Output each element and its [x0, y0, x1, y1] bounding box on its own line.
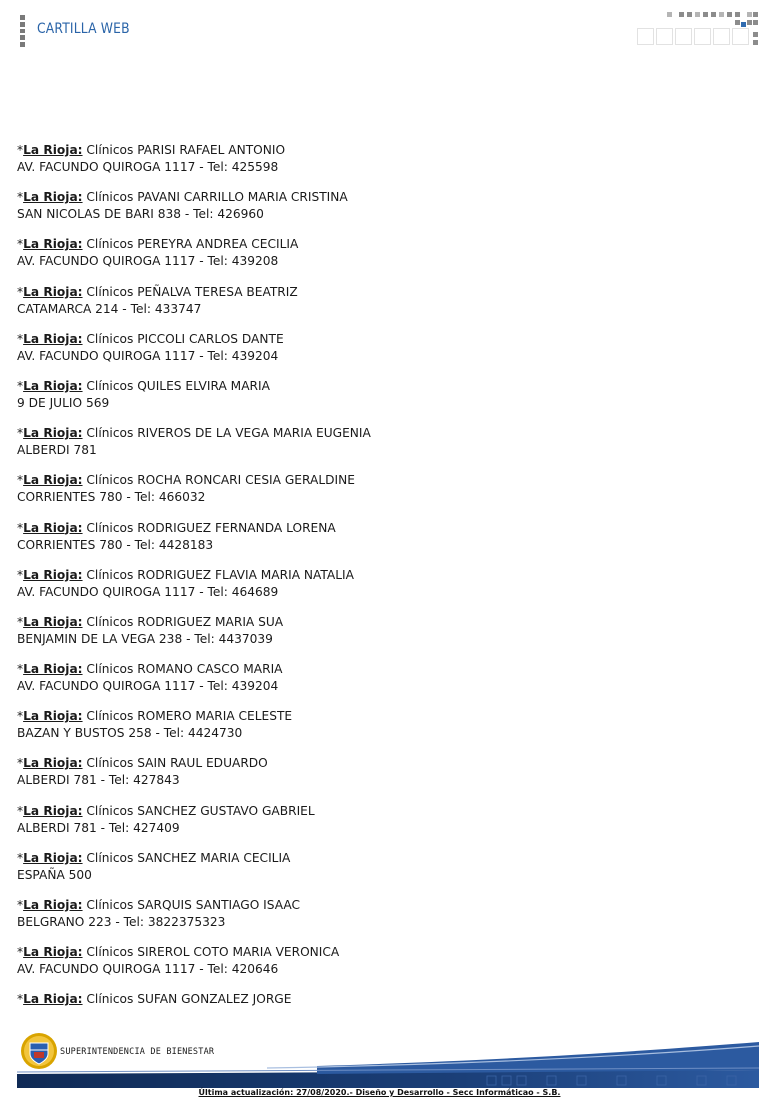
entry-specialty: Clínicos: [86, 756, 134, 771]
entry-specialty: Clínicos: [86, 898, 134, 912]
entry-specialty: Clínicos: [86, 143, 134, 157]
entry-address: CORRIENTES 780 - Tel: 4428183: [17, 537, 214, 552]
entry-heading: [17, 425, 737, 442]
entry-prefix: *: [17, 473, 24, 488]
entry-address: CATAMARCA 214 - Tel: 433747: [17, 301, 202, 316]
entry-name: ROCHA RONCARI CESIA GERALDINE: [137, 473, 355, 488]
list-item: [17, 284, 737, 331]
entry-name: ROMERO MARIA CELESTE: [137, 709, 293, 724]
entry-specialty: Clínicos: [86, 190, 134, 205]
list-item: [17, 897, 737, 944]
list-item: [17, 755, 737, 802]
footer-band: [17, 1030, 759, 1088]
entry-name: SARQUIS SANTIAGO ISAAC: [137, 898, 301, 912]
entry-address: SAN NICOLAS DE BARI 838 - Tel: 426960: [17, 207, 264, 222]
entry-heading: [17, 378, 737, 395]
entry-heading: [17, 991, 737, 1008]
entry-name: QUILES ELVIRA MARIA: [137, 378, 270, 393]
entry-specialty: Clínicos: [86, 378, 134, 393]
entry-heading: [17, 472, 737, 489]
list-item: [17, 661, 737, 708]
list-item: [17, 425, 737, 472]
entry-prefix: *: [17, 898, 24, 912]
entry-specialty: Clínicos: [86, 567, 134, 582]
entry-prefix: *: [17, 709, 24, 724]
entry-name: SANCHEZ GUSTAVO GABRIEL: [137, 803, 315, 818]
entry-address: BAZAN Y BUSTOS 258 - Tel: 4424730: [17, 726, 243, 741]
entry-prefix: *: [17, 803, 24, 818]
entry-name: PARISI RAFAEL ANTONIO: [137, 143, 286, 157]
entry-place: La Rioja:: [23, 520, 83, 535]
entry-specialty: Clínicos: [86, 803, 134, 818]
entry-name: SANCHEZ MARIA CECILIA: [137, 850, 291, 865]
entry-heading: [17, 331, 737, 348]
list-item: [17, 378, 737, 425]
entry-heading: [17, 614, 737, 631]
entry-prefix: *: [17, 614, 24, 629]
entry-address: CORRIENTES 780 - Tel: 466032: [17, 490, 206, 505]
entry-name: ROMANO CASCO MARIA: [137, 662, 283, 677]
entry-prefix: *: [17, 190, 24, 205]
entry-address: AV. FACUNDO QUIROGA 1117 - Tel: 439204: [17, 348, 279, 363]
list-item: [17, 520, 737, 567]
entry-address: ALBERDI 781: [17, 443, 97, 458]
list-item: [17, 472, 737, 519]
entry-prefix: *: [17, 426, 24, 441]
entry-place: La Rioja:: [23, 850, 83, 865]
entry-place: La Rioja:: [23, 898, 83, 912]
list-item: [17, 142, 737, 189]
entry-address: AV. FACUNDO QUIROGA 1117 - Tel: 420646: [17, 962, 279, 977]
entry-name: RIVEROS DE LA VEGA MARIA EUGENIA: [137, 426, 371, 441]
entry-name: PAVANI CARRILLO MARIA CRISTINA: [137, 190, 348, 205]
entry-specialty: Clínicos: [86, 662, 134, 677]
entry-specialty: Clínicos: [86, 520, 134, 535]
entry-specialty: Clínicos: [86, 284, 134, 299]
entry-place: La Rioja:: [23, 426, 83, 441]
entry-heading: [17, 567, 737, 584]
entry-name: PEREYRA ANDREA CECILIA: [137, 237, 299, 252]
entry-address: ALBERDI 781 - Tel: 427409: [17, 820, 180, 835]
footer-credit: Última actualización: 27/08/2020.- Diseño y Desarrollo - Secc Informáticao - S.B.: [198, 1088, 561, 1097]
entry-name: PICCOLI CARLOS DANTE: [137, 331, 284, 346]
entry-address: AV. FACUNDO QUIROGA 1117 - Tel: 425598: [17, 160, 279, 174]
entry-place: La Rioja:: [23, 662, 83, 677]
provider-list: [17, 142, 737, 1039]
list-item: [17, 189, 737, 236]
entry-prefix: *: [17, 237, 24, 252]
entry-name: RODRIGUEZ FERNANDA LORENA: [137, 520, 336, 535]
entry-heading: [17, 661, 737, 678]
entry-heading: [17, 520, 737, 537]
entry-heading: [17, 944, 737, 961]
entry-name: SAIN RAUL EDUARDO: [137, 756, 268, 771]
list-item: [17, 331, 737, 378]
list-item: [17, 803, 737, 850]
entry-heading: [17, 897, 737, 914]
list-item: [17, 708, 737, 755]
entry-prefix: *: [17, 945, 24, 960]
list-item: [17, 236, 737, 283]
entry-place: La Rioja:: [23, 945, 83, 960]
entry-heading: [17, 850, 737, 867]
entry-heading: [17, 708, 737, 725]
shield-emblem-icon: [20, 1032, 58, 1070]
entry-prefix: *: [17, 850, 24, 865]
entry-place: La Rioja:: [23, 756, 83, 771]
entry-place: La Rioja:: [23, 190, 83, 205]
entry-prefix: *: [17, 143, 24, 157]
entry-place: La Rioja:: [23, 473, 83, 488]
list-item: [17, 850, 737, 897]
entry-name: SIREROL COTO MARIA VERONICA: [137, 945, 340, 960]
list-item: [17, 944, 737, 991]
entry-place: La Rioja:: [23, 567, 83, 582]
list-item: [17, 614, 737, 661]
list-item: [17, 567, 737, 614]
entry-address: AV. FACUNDO QUIROGA 1117 - Tel: 439204: [17, 679, 279, 694]
entry-name: PEÑALVA TERESA BEATRIZ: [137, 284, 298, 299]
entry-place: La Rioja:: [23, 992, 83, 1007]
entry-address: ALBERDI 781 - Tel: 427843: [17, 773, 180, 788]
entry-specialty: Clínicos: [86, 237, 134, 252]
organization-name: SUPERINTENDENCIA DE BIENESTAR: [60, 1047, 215, 1057]
entry-specialty: Clínicos: [86, 426, 134, 441]
entry-prefix: *: [17, 756, 24, 771]
entry-prefix: *: [17, 284, 24, 299]
entry-place: La Rioja:: [23, 709, 83, 724]
entry-heading: [17, 189, 737, 206]
entry-prefix: *: [17, 567, 24, 582]
entry-place: La Rioja:: [23, 331, 83, 346]
entry-address: BELGRANO 223 - Tel: 3822375323: [17, 915, 226, 929]
entry-specialty: Clínicos: [86, 992, 134, 1007]
entry-specialty: Clínicos: [86, 331, 134, 346]
entry-prefix: *: [17, 331, 24, 346]
entry-heading: [17, 803, 737, 820]
entry-prefix: *: [17, 520, 24, 535]
page-title: CARTILLA WEB: [37, 21, 130, 37]
entry-name: RODRIGUEZ FLAVIA MARIA NATALIA: [137, 567, 354, 582]
entry-place: La Rioja:: [23, 803, 83, 818]
entry-prefix: *: [17, 378, 24, 393]
entry-specialty: Clínicos: [86, 614, 134, 629]
entry-heading: [17, 284, 737, 301]
entry-place: La Rioja:: [23, 378, 83, 393]
entry-place: La Rioja:: [23, 284, 83, 299]
entry-heading: [17, 755, 737, 772]
entry-prefix: *: [17, 662, 24, 677]
entry-specialty: Clínicos: [86, 709, 134, 724]
entry-place: La Rioja:: [23, 143, 83, 157]
entry-address: AV. FACUNDO QUIROGA 1117 - Tel: 464689: [17, 584, 279, 599]
header-pattern-icon: [637, 12, 759, 46]
entry-address: 9 DE JULIO 569: [17, 395, 110, 410]
entry-heading: [17, 142, 737, 159]
entry-place: La Rioja:: [23, 614, 83, 629]
entry-address: ESPAÑA 500: [17, 867, 92, 882]
entry-place: La Rioja:: [23, 237, 83, 252]
header-mark-icon: [20, 15, 25, 47]
entry-heading: [17, 236, 737, 253]
entry-prefix: *: [17, 992, 24, 1007]
entry-name: SUFAN GONZALEZ JORGE: [137, 992, 292, 1007]
entry-address: AV. FACUNDO QUIROGA 1117 - Tel: 439208: [17, 254, 279, 269]
entry-specialty: Clínicos: [86, 850, 134, 865]
entry-address: BENJAMIN DE LA VEGA 238 - Tel: 4437039: [17, 631, 273, 646]
entry-specialty: Clínicos: [86, 473, 134, 488]
entry-name: RODRIGUEZ MARIA SUA: [137, 614, 284, 629]
entry-specialty: Clínicos: [86, 945, 134, 960]
